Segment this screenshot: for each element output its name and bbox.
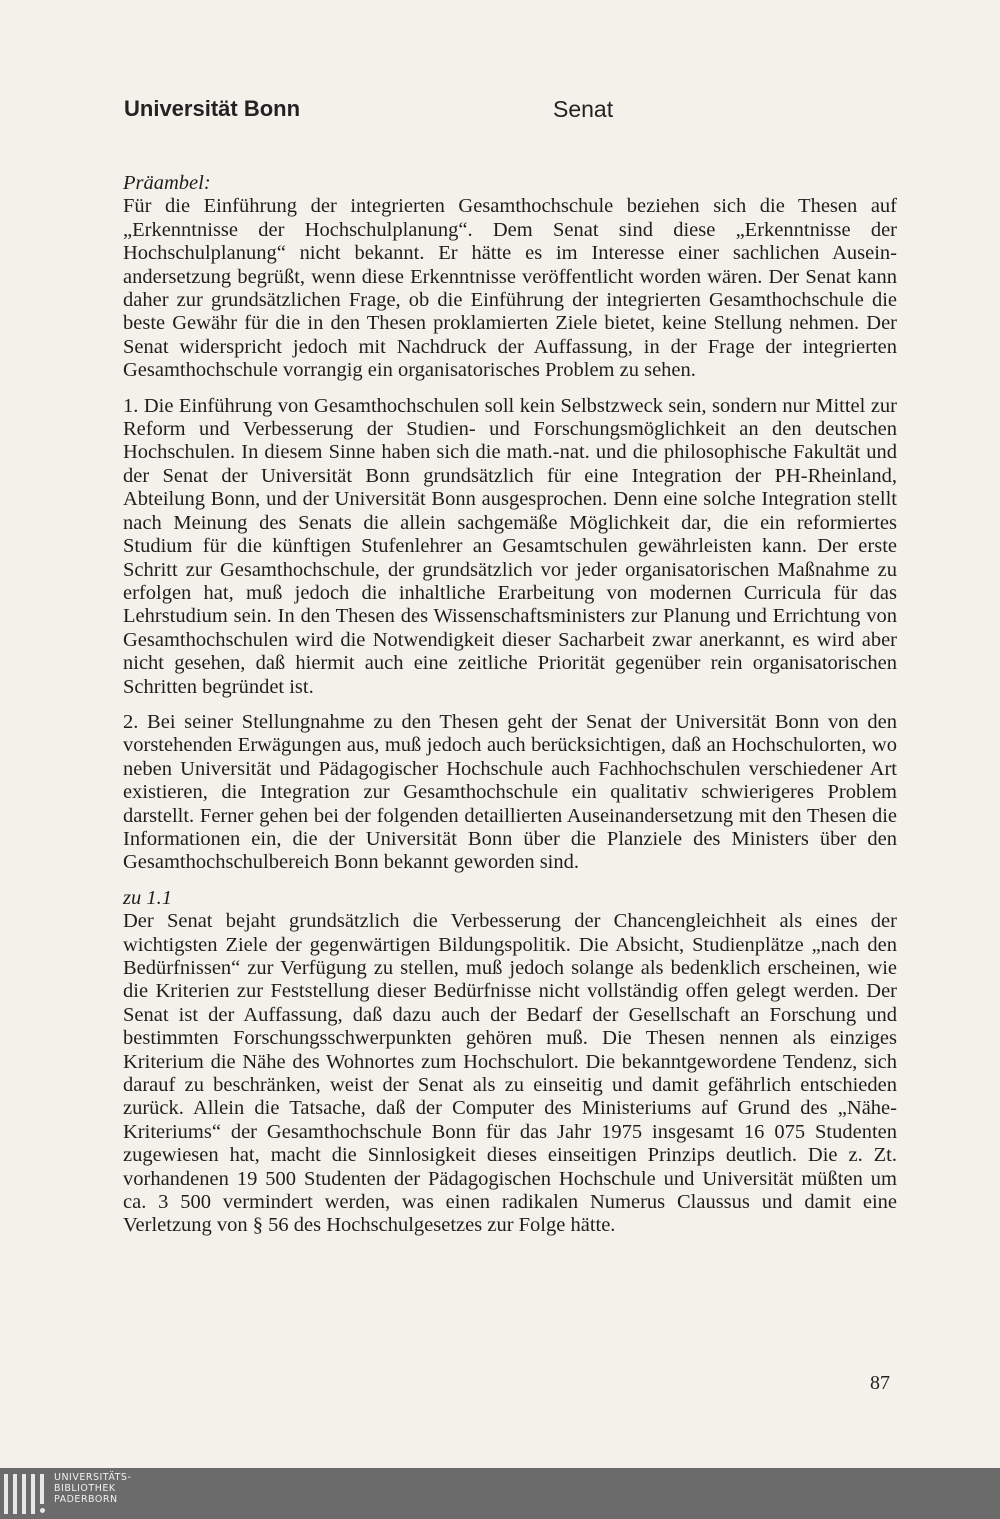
header-institution: Universität Bonn (124, 96, 301, 121)
preamble-paragraph: Für die Einführung der integrierten Gesamthochschule beziehen sich die Thesen auf „Erkenntnisse der Hochschulplanung“. Dem Senat sind diese „Erkenntnisse der Hochschulplanung“ nicht bekannt. Er hätte es im Interesse einer sachlichen Auseinandersetzung begrüßt, wenn diese Erkenntnisse veröffentlicht worden wären. Der Senat kann daher zur grundsätzlichen Frage, ob die Einführung der integrierten Gesamthochschule die beste Gewähr für die in den Thesen proklamierten Ziele bietet, keine Stellung nehmen. Der Senat widerspricht jedoch mit Nachdruck der Auffassung, in der Frage der integrierten Gesamthochschule vorrangig ein organisatorisches Problem zu sehen. (123, 195, 897, 382)
paragraph-1: 1. Die Einführung von Gesamthochschulen soll kein Selbstzweck sein, sondern nur Mittel zur Reform und Verbesserung der Studien- und Forschungsmöglichkeit an den deutschen Hochschulen. In diesem Sinne haben sich die math.-nat. und die philosophische Fakultät und der Senat der Universität Bonn grundsätzlich für eine Integration der PH-Rheinland, Abteilung Bonn, und der Universität Bonn ausgesprochen. Denn eine solche Integration stellt nach Meinung des Senats die allein sachgemäße Möglichkeit dar, die ein reformiertes Studium für die künftigen Stufenlehrer an Gesamtschulen gewährleisten kann. Der erste Schritt zur Gesamthochschule, der grundsätzlich vor jeder organisatorischen Maßnahme zu erfolgen hat, muß jedoch die inhaltliche Erarbeitung von modernen Curricula für das Lehrstudium sein. In den Thesen des Wissenschaftsministers zur Planung und Errichtung von Gesamthochschulen wird die Notwendigkeit dieser Sacharbeit zwar anerkannt, es wird aber nicht gesehen, daß hiermit auch eine zeitliche Priorität gegenüber rein organisatorischen Schritten begründet ist. (123, 394, 897, 698)
section-1-1-heading: zu 1.1 (123, 886, 172, 909)
body-text (123, 172, 897, 1238)
preamble-heading: Präambel: (123, 172, 211, 194)
library-name-line3: PADERBORN (54, 1494, 118, 1505)
library-name-line1: UNIVERSITÄTS- (54, 1472, 132, 1483)
paragraph-2: 2. Bei seiner Stellungnahme zu den Thesen geht der Senat der Universität Bonn von den vorstehenden Erwägungen aus, muß jedoch auch berücksichtigen, daß an Hochschulorten, wo neben Universität und Pädagogischer Hochschule auch Fachhochschulen verschiedener Art existieren, die Integration zur Gesamthochschule ein qualitativ schwierigeres Problem darstellt. Ferner gehen bei der folgenden detaillierten Auseinandersetzung mit den Thesen die Informationen ein, die der Universität Bonn über die Planziele des Ministers über den Gesamthochschulbereich Bonn bekannt geworden sind. (123, 710, 897, 874)
library-footer (0, 1468, 1000, 1519)
library-name-line2: BIBLIOTHEK (54, 1483, 116, 1494)
header-body: Senat (553, 96, 614, 122)
page-number: 87 (870, 1372, 890, 1394)
library-name (54, 1472, 131, 1505)
library-logo-icon (0, 1468, 56, 1519)
section-1-1-paragraph: Der Senat bejaht grundsätzlich die Verbesserung der Chancengleichheit als eines der wichtigsten Ziele der gegenwärtigen Bildungspolitik. Die Absicht, Studienplätze „nach den Bedürfnissen“ zur Verfügung zu stellen, muß jedoch solange als bedenklich erscheinen, wie die Kriterien zur Feststellung dieser Bedürfnisse nicht vollständig offen gelegt werden. Der Senat ist der Auffassung, daß dazu auch der Bedarf der Gesellschaft an Forschung und bestimmten Forschungsschwerpunkten gehören muß. Die Thesen nennen als einziges Kriterium die Nähe des Wohnortes zum Hochschulort. Die bekanntgewordene Tendenz, sich darauf zu beschränken, weist der Senat als zu einseitig und damit gefährlich entschieden zurück. Allein die Tatsache, daß der Computer des Ministeriums auf Grund des „Nähe-Kriteriums“ der Gesamthochschule Bonn für das Jahr 1975 insgesamt 16 075 Studenten zugewiesen hat, macht die Sinnlosigkeit dieses einseitigen Prinzips deutlich. Die z. Zt. vorhandenen 19 500 Studenten der Pädagogischen Hochschule und Universität müßten um ca. 3 500 vermindert werden, was einen radikalen Numerus Claussus und damit eine Verletzung von § 56 des Hochschulgesetzes zur Folge hätte. (123, 910, 897, 1237)
